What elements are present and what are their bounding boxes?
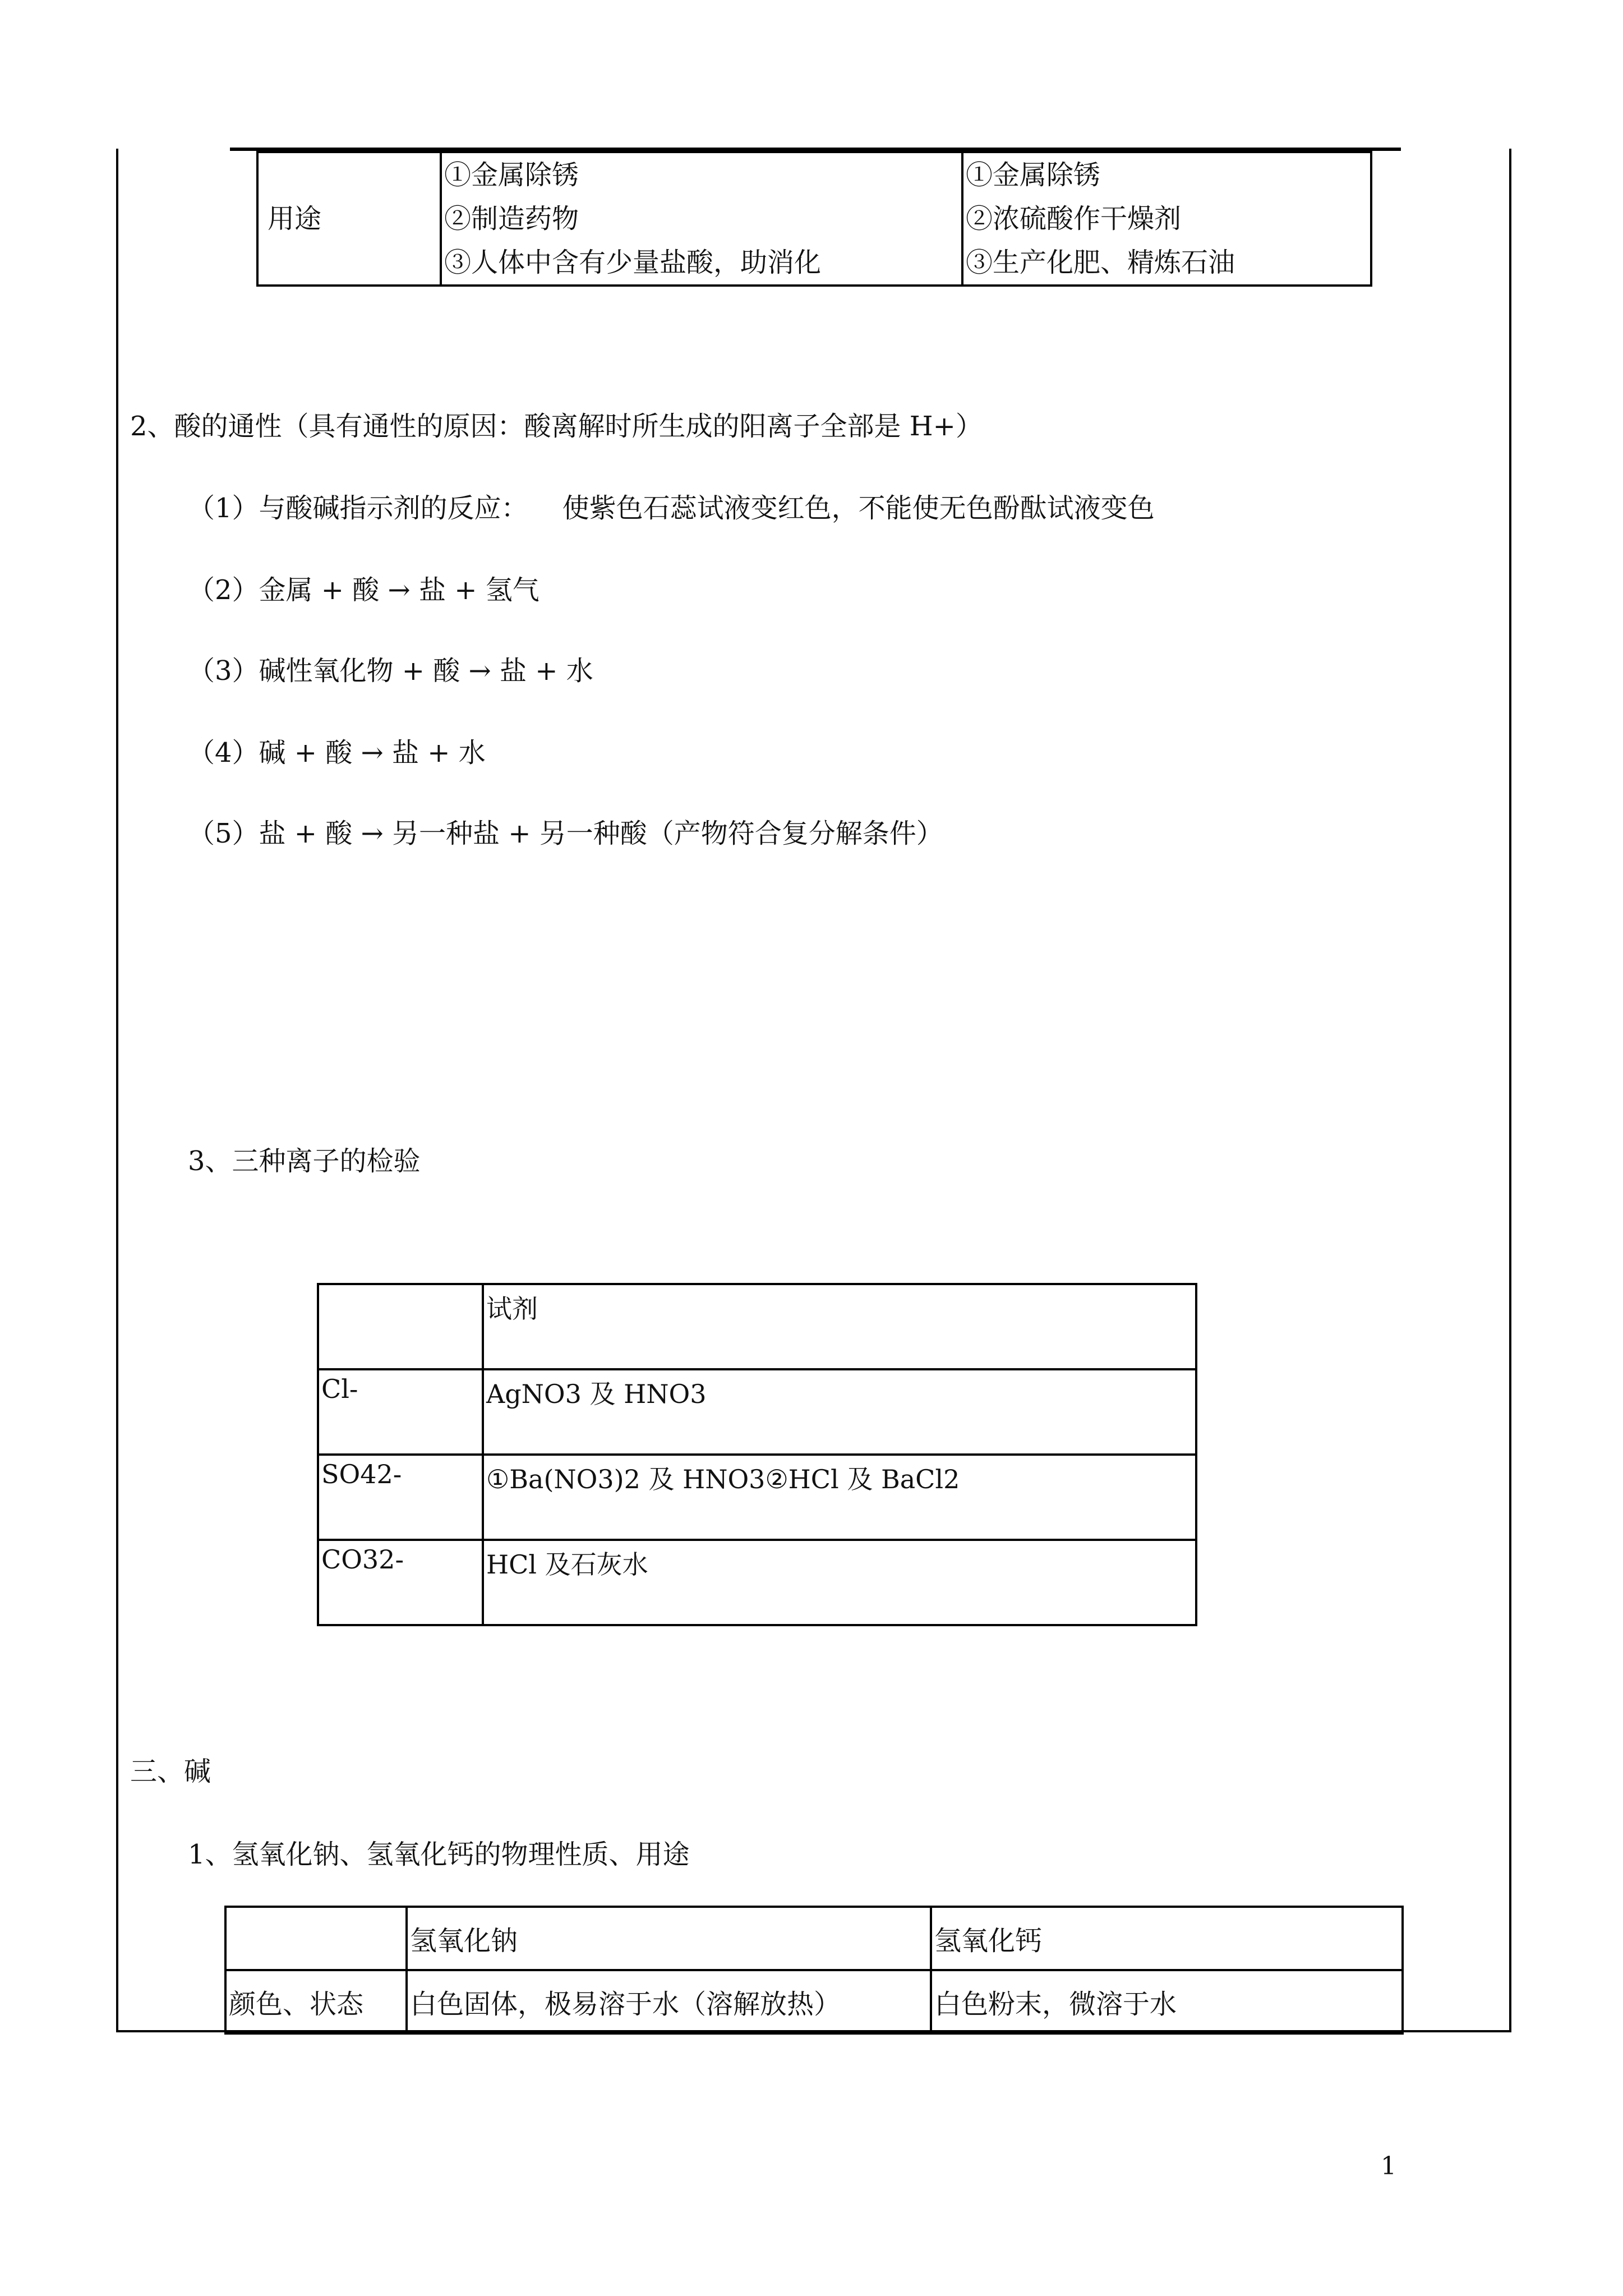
table-row — [318, 1455, 1196, 1540]
table-row — [318, 1369, 1196, 1455]
table-row — [225, 1970, 1403, 2033]
list-item: ③生产化肥、精炼石油 — [966, 247, 1235, 278]
table-cell: HCl 及石灰水 — [483, 1540, 1196, 1625]
page-number: 1 — [1381, 2152, 1396, 2180]
table-header-cell: 氢氧化钠 — [407, 1907, 931, 1970]
list-item: ②制造药物 — [444, 203, 579, 234]
table-cell: 颜色、状态 — [225, 1970, 407, 2033]
base-properties-table — [224, 1906, 1404, 2035]
table-header-cell: 氢氧化钙 — [931, 1907, 1403, 1970]
table-row — [257, 152, 1371, 286]
section-heading-ion-tests: 3、三种离子的检验 — [188, 1145, 421, 1177]
ion-test-table — [317, 1283, 1197, 1626]
list-item: ①金属除锈 — [444, 159, 579, 191]
list-item: ②浓硫酸作干燥剂 — [966, 203, 1182, 234]
list-item: （1）与酸碱指示剂的反应： 使紫色石蕊试液变红色，不能使无色酚酞试液变色 — [188, 493, 1155, 524]
list-item: （2）金属 + 酸 → 盐 + 氢气 — [188, 574, 540, 606]
table-row — [318, 1540, 1196, 1625]
list-item: （3）碱性氧化物 + 酸 → 盐 + 水 — [188, 655, 593, 687]
table-cell: Cl- — [318, 1369, 483, 1455]
section-heading-bases: 三、碱 — [130, 1756, 211, 1787]
acid-uses-table — [256, 151, 1372, 287]
table-cell: ①Ba(NO3)2 及 HNO3②HCl 及 BaCl2 — [483, 1455, 1196, 1540]
table-cell: 白色固体，极易溶于水（溶解放热） — [407, 1970, 931, 2033]
table-row — [225, 1907, 1403, 1970]
subsection-heading: 1、氢氧化钠、氢氧化钙的物理性质、用途 — [188, 1839, 690, 1870]
list-item: （4）碱 + 酸 → 盐 + 水 — [188, 737, 486, 769]
table-cell: 白色粉末，微溶于水 — [931, 1970, 1403, 2033]
table-cell: CO32- — [318, 1540, 483, 1625]
list-item: （5）盐 + 酸 → 另一种盐 + 另一种酸（产物符合复分解条件） — [188, 818, 943, 849]
table-header-cell — [318, 1284, 483, 1369]
table-cell: SO42- — [318, 1455, 483, 1540]
section-heading-acid-properties: 2、酸的通性（具有通性的原因：酸离解时所生成的阳离子全部是 H+） — [130, 411, 983, 442]
table-cell: AgNO3 及 HNO3 — [483, 1369, 1196, 1455]
sulfuric-uses-cell — [962, 152, 1371, 286]
hydrochloric-uses-cell — [441, 152, 962, 286]
table-row — [318, 1284, 1196, 1369]
list-item: ③人体中含有少量盐酸，助消化 — [444, 247, 822, 278]
uses-label: 用途 — [257, 152, 441, 286]
list-item: ①金属除锈 — [966, 159, 1101, 191]
table-header-cell: 试剂 — [483, 1284, 1196, 1369]
table-header-cell — [225, 1907, 407, 1970]
